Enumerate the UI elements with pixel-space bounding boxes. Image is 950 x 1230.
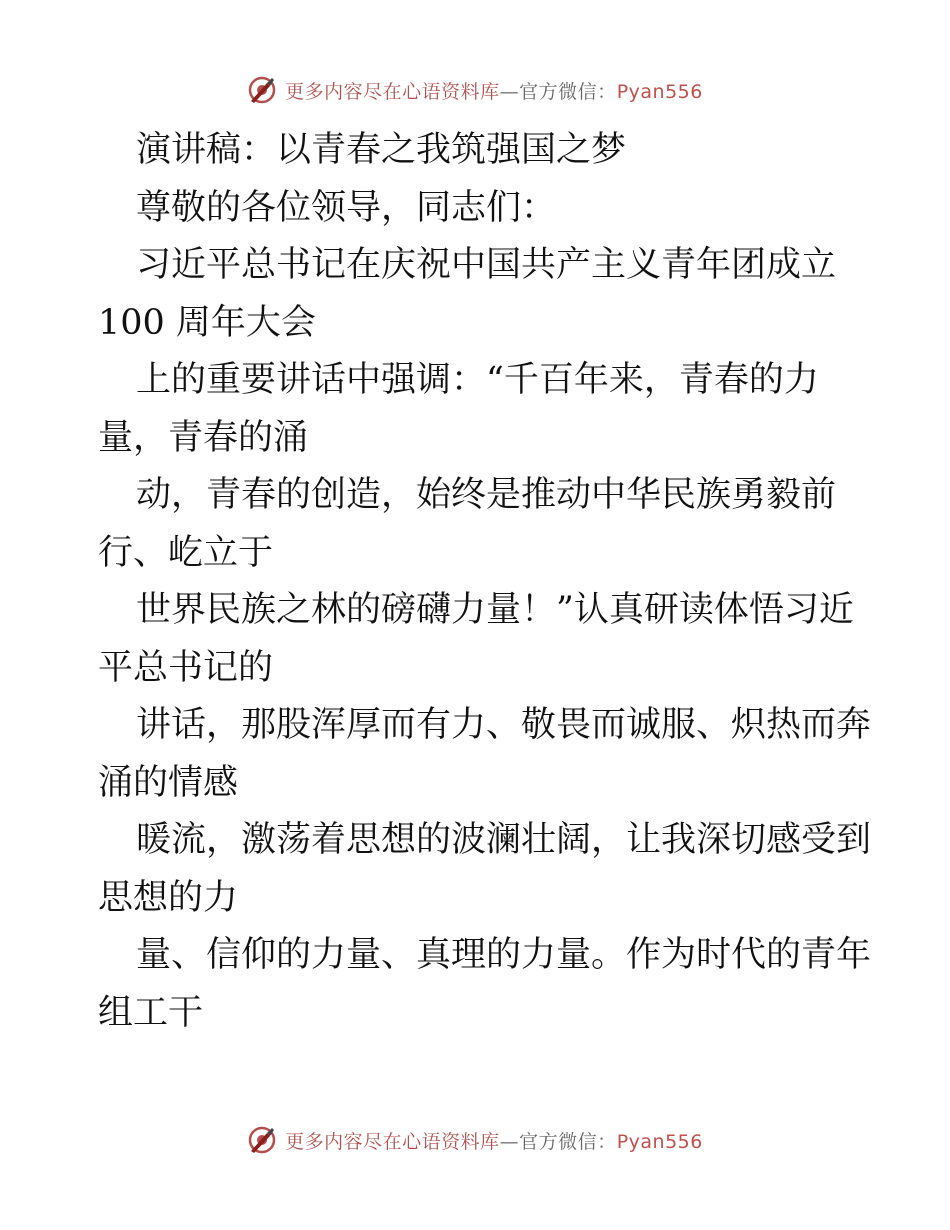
paragraph-line: 量，青春的涌 xyxy=(98,417,309,458)
paragraph-line: 涌的情感 xyxy=(98,762,239,803)
paragraph-line: 行、屹立于 xyxy=(98,532,274,573)
paragraph-line: 讲话，那股浑厚而有力、敬畏而诚服、炽热而奔 xyxy=(136,705,872,745)
banner-brand: 更多内容尽在心语资料库 xyxy=(285,80,500,103)
document-title: 演讲稿：以青春之我筑强国之梦 xyxy=(136,130,627,170)
pen-logo-icon xyxy=(247,75,277,105)
banner-label: 官方微信： xyxy=(519,1130,617,1153)
paragraph-line: 习近平总书记在庆祝中国共产主义青年团成立 xyxy=(136,245,837,285)
pen-logo-icon xyxy=(247,1125,277,1155)
paragraph-line: 100 周年大会 xyxy=(98,302,316,343)
document-body xyxy=(98,122,872,1042)
paragraph-line: 动，青春的创造，始终是推动中华民族勇毅前 xyxy=(136,475,837,515)
paragraph-line: 世界民族之林的磅礴力量！”认真研读体悟习近 xyxy=(136,590,854,630)
banner-brand: 更多内容尽在心语资料库 xyxy=(285,1130,500,1153)
banner-dash: — xyxy=(499,80,520,103)
paragraph-line: 思想的力 xyxy=(98,877,239,918)
paragraph-line: 量、信仰的力量、真理的力量。作为时代的青年 xyxy=(136,935,872,975)
paragraph-line: 平总书记的 xyxy=(98,647,274,688)
header-banner-text xyxy=(285,77,703,104)
banner-dash: — xyxy=(499,1130,520,1153)
banner-label: 官方微信： xyxy=(519,80,617,103)
banner-wechat-id: Pyan556 xyxy=(616,1130,703,1153)
document-salutation: 尊敬的各位领导，同志们： xyxy=(136,187,557,228)
header-banner xyxy=(0,70,950,110)
paragraph-line: 上的重要讲话中强调：“千百年来，青春的力 xyxy=(136,360,819,400)
footer-banner-text xyxy=(285,1127,703,1154)
footer-banner xyxy=(0,1120,950,1160)
banner-wechat-id: Pyan556 xyxy=(616,80,703,103)
paragraph-line: 组工干 xyxy=(98,992,204,1033)
paragraph-line: 暖流，激荡着思想的波澜壮阔，让我深切感受到 xyxy=(136,820,872,860)
